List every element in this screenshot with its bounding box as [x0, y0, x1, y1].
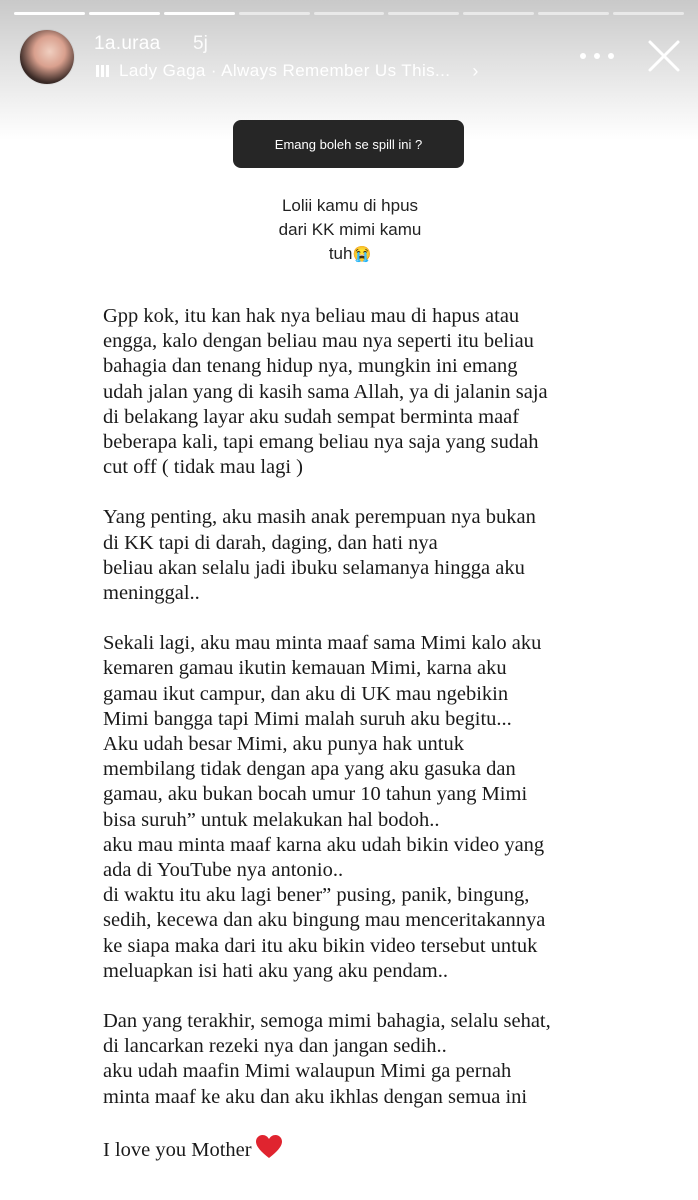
caption-line: Lolii kamu di hpus	[281, 196, 419, 215]
progress-segment	[239, 12, 310, 15]
question-sticker	[233, 120, 464, 168]
red-heart-icon	[256, 1135, 282, 1159]
paragraph: Dan yang terakhir, semoga mimi bahagia, selalu sehat, di lancarkan rezeki nya dan jangan sedih.. aku udah maafin Mimi walaupun Mimi ga pernah minta maaf ke aku dan aku ikhlas dengan semua ini	[103, 1010, 551, 1108]
story-progress-bar	[14, 12, 684, 16]
crying-face-icon: 😭	[352, 246, 372, 263]
more-options-button[interactable]	[580, 46, 614, 66]
progress-segment	[14, 12, 85, 15]
question-text: Emang boleh se spill ini ?	[274, 136, 423, 152]
close-icon[interactable]	[644, 36, 684, 76]
progress-segment	[463, 12, 534, 15]
paragraph: Sekali lagi, aku mau minta maaf sama Mimi kalo aku kemaren gamau ikutin kemauan Mimi, karna aku gamau ikut campur, dan aku di UK mau ngebikin Mimi bangga tapi Mimi malah suruh aku begitu... Aku udah besar Mimi, aku punya hak untuk membilang tidak dengan apa yang aku gasuka dan gamau, aku bukan bocah umur 10 tahun yang Mimi bisa suruh” untuk melakukan hal bodoh.. aku mau minta maaf karna aku udah bikin video yang ada di YouTube nya antonio.. di waktu itu aku lagi bener” pusing, panik, bingung, sedih, kecewa dan aku bingung mau menceritakannya ke siapa maka dari itu aku bikin video tersebut untuk meluapkan isi hati aku yang aku pendam..	[103, 632, 546, 982]
music-sticker[interactable]	[96, 60, 478, 82]
progress-segment	[388, 12, 459, 15]
progress-segment	[314, 12, 385, 15]
paragraph: Gpp kok, itu kan hak nya beliau mau di hapus atau engga, kalo dengan beliau mau nya seperti itu beliau bahagia dan tenang hidup nya, mungkin ini emang udah jalan yang di kasih sama Allah, ya di jalanin saja di belakang layar aku sudah sempat berminta maaf beberapa kali, tapi emang beliau nya saja yang sudah cut off ( tidak mau lagi )	[103, 305, 548, 479]
progress-segment	[538, 12, 609, 15]
dot	[580, 53, 586, 59]
progress-segment	[89, 12, 160, 15]
username[interactable]: 1a.uraa	[94, 33, 161, 54]
avatar[interactable]	[20, 30, 74, 84]
music-title: Lady Gaga · Always Remember Us This...	[119, 61, 451, 80]
dot	[608, 53, 614, 59]
closing-line	[103, 1135, 678, 1163]
caption-line: dari KK mimi kamu	[278, 220, 422, 239]
music-bars-icon	[96, 65, 109, 77]
post-time: 5j	[193, 33, 208, 54]
progress-segment	[613, 12, 684, 15]
story-text	[103, 304, 678, 1188]
question-caption	[220, 194, 480, 267]
caption-line: tuh	[328, 244, 353, 263]
chevron-right-icon: ›	[472, 60, 479, 81]
closing-text: I love you Mother	[103, 1138, 252, 1161]
caption-line-last	[220, 242, 480, 267]
dot	[594, 53, 600, 59]
progress-segment	[164, 12, 235, 15]
paragraph: Yang penting, aku masih anak perempuan nya bukan di KK tapi di darah, daging, dan hati nya beliau akan selalu jadi ibuku selamanya hingga aku meninggal..	[103, 506, 536, 605]
